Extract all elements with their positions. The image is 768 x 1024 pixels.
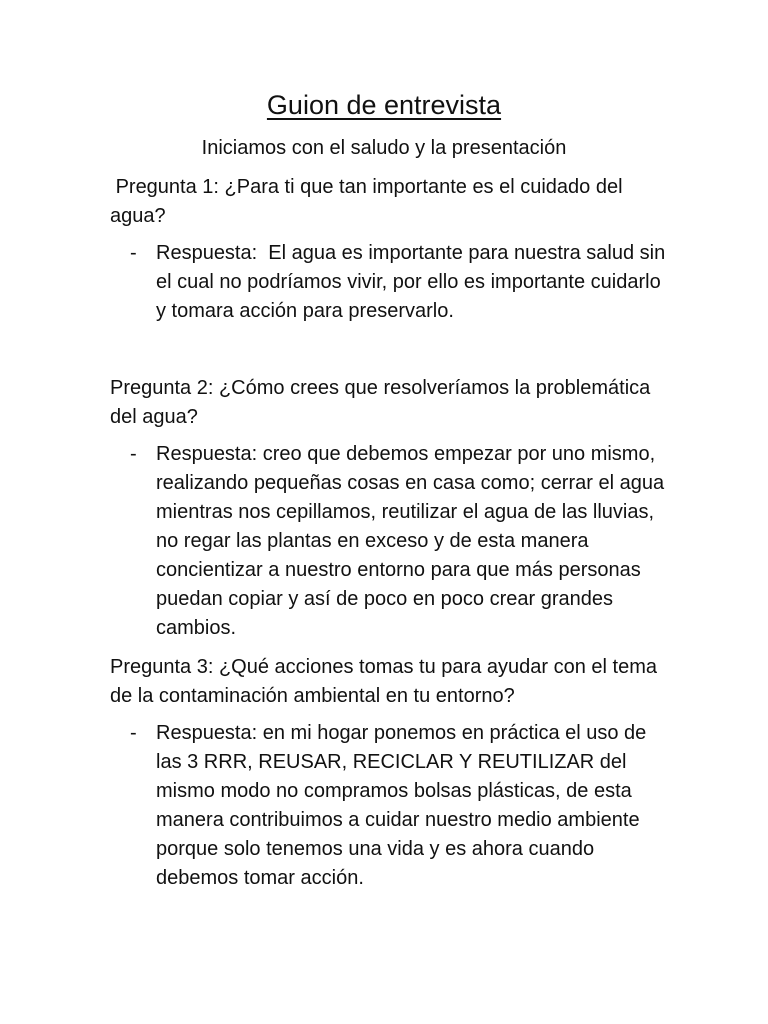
- answer-1-text: Respuesta: El agua es importante para nuestra salud sin el cual no podríamos vivir, por ello es importante cuidarlo y tomara acción para preservarlo.: [156, 242, 671, 322]
- question-2-text: Pregunta 2: ¿Cómo crees que resolveríamos la problemática del agua?: [110, 377, 651, 428]
- intro-line: Iniciamos con el saludo y la presentación: [201, 137, 567, 159]
- answer-3-text: Respuesta: en mi hogar ponemos en práctica el uso de las 3 RRR, REUSAR, RECICLAR Y REUTILIZAR del mismo modo no compramos bolsas plásticas, de esta manera contribuimos a cuidar nuestro medio ambiente porque solo tenemos una vida y es ahora cuando debemos tomar acción.: [156, 722, 647, 889]
- bullet-dash: -: [130, 722, 137, 744]
- question-block-2: [110, 374, 670, 643]
- answer-2-text: Respuesta: creo que debemos empezar por uno mismo, realizando pequeñas cosas en casa como; cerrar el agua mientras nos cepillamos, reutilizar el agua de las lluvias, no regar las plantas en exceso y de esta manera concientizar a nuestro entorno para que más personas puedan copiar y así de poco en poco crear grandes cambios.: [156, 443, 665, 639]
- question-1-text: Pregunta 1: ¿Para ti que tan importante es el cuidado del agua?: [110, 176, 629, 227]
- question-2: [110, 374, 670, 432]
- question-1: [110, 173, 670, 231]
- document-title: Guion de entrevista: [266, 90, 502, 120]
- bullet-dash: -: [130, 242, 137, 264]
- question-3-text: Pregunta 3: ¿Qué acciones tomas tu para ayudar con el tema de la contaminación ambiental en tu entorno?: [110, 656, 657, 707]
- bullet-dash: -: [130, 443, 137, 465]
- answer-3: [110, 719, 670, 893]
- question-block-3: [110, 653, 670, 893]
- answer-2: [110, 440, 670, 643]
- question-block-1: [110, 173, 670, 326]
- question-3: [110, 653, 670, 711]
- answer-1: [110, 239, 670, 326]
